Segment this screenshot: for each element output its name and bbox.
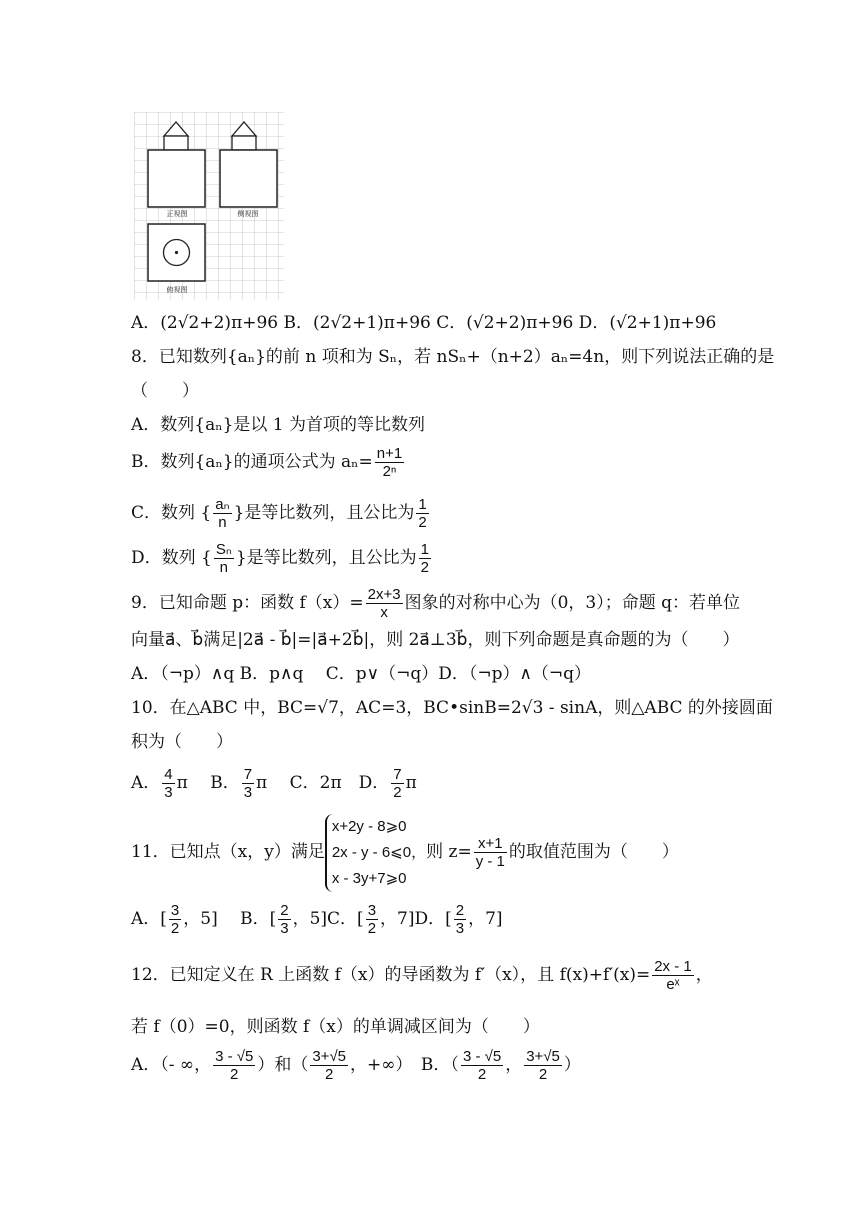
q8-choice-c [131, 496, 431, 531]
q11-c-tail: ，7]D．[ [380, 909, 452, 929]
fraction-numerator: 7 [393, 766, 402, 783]
fraction-denominator: 2ⁿ [382, 463, 397, 480]
fraction-numerator: 4 [164, 766, 173, 783]
q11-mid: 则 z= [426, 842, 472, 862]
fraction-numerator: 3+√5 [526, 1048, 560, 1065]
q7-choices-text: A．(2√2+2)π+96 B．(2√2+1)π+96 C．(√2+2)π+96 D．(√2+1)π+96 [131, 313, 717, 333]
q12-stem-end: ， [695, 965, 713, 985]
fraction-numerator: 7 [243, 766, 253, 783]
q8-c-ratio [416, 496, 428, 531]
q12-b-fraction-2 [524, 1048, 562, 1083]
front-view-label: 正视图 [166, 210, 188, 218]
constraint-1: x+2y - 8⩾0 [331, 817, 407, 835]
fraction-numerator: 1 [420, 541, 430, 558]
fraction-numerator: 3 - √5 [462, 1048, 502, 1065]
fraction-numerator: 2 [280, 902, 289, 919]
q12-a-fraction-2 [310, 1048, 348, 1083]
q10-a-fraction [162, 766, 174, 801]
fraction-denominator: 3 [243, 784, 253, 801]
q9-stem-prefix: 9．已知命题 p：函数 f（x）= [131, 593, 364, 613]
fraction-denominator: 2 [325, 1066, 334, 1083]
q10-choices [131, 766, 417, 801]
q11-z-fraction [474, 835, 507, 870]
fraction-denominator: 3 [280, 920, 289, 937]
q8-choice-b-text: B．数列{aₙ}的通项公式为 aₙ= [131, 452, 373, 472]
q12-fraction [652, 958, 694, 993]
q12-b-tail: ） [563, 1055, 581, 1075]
fraction-numerator: 3 [170, 902, 180, 919]
q11-choices [131, 902, 503, 937]
q12-a-label: A．（- ∞， [131, 1055, 212, 1075]
q11-a-label: A．[ [131, 909, 167, 929]
q10-a-label: A． [131, 773, 161, 793]
fraction-denominator: 3 [455, 920, 465, 937]
fraction-denominator: 2 [538, 1066, 548, 1083]
fraction-denominator: eˣ [666, 976, 680, 993]
q10-line1: 10．在△ABC 中，BC=√7，AC=3，BC•sinB=2√3 - sinA，则△ABC 的外接圆面 [131, 698, 773, 718]
q12-a-tail: ，+∞） B．（ [350, 1055, 459, 1075]
q11-b-fraction [278, 902, 290, 937]
q9-stem-suffix: 图象的对称中心为（0，3）；命题 q：若单位 [404, 593, 741, 613]
fraction-denominator: x [380, 604, 388, 621]
q11-stem [131, 812, 679, 892]
fraction-denominator: 2 [170, 920, 180, 937]
q12-b-fraction-1 [461, 1048, 503, 1083]
fraction-denominator: y - 1 [475, 853, 505, 870]
fraction-numerator: 3+√5 [312, 1048, 347, 1065]
top-view [148, 224, 205, 281]
fraction-denominator: 2 [477, 1066, 487, 1083]
q8-choice-a: A．数列{aₙ}是以 1 为首项的等比数列 [131, 415, 426, 435]
three-view-figure [134, 112, 284, 300]
q10-tail: π [405, 773, 417, 793]
fraction-denominator: 2 [367, 920, 377, 937]
q11-d-tail: ，7] [468, 909, 503, 929]
fraction-denominator: 2 [420, 559, 430, 576]
q11-a-tail: ，5] B．[ [183, 909, 277, 929]
q11-a-fraction [169, 902, 181, 937]
q12-stem-prefix: 12．已知定义在 R 上函数 f（x）的导函数为 f′（x），且 f(x)+f′(x)= [131, 965, 651, 985]
fraction-numerator: x+1 [474, 835, 507, 853]
fraction-numerator: n+1 [376, 445, 403, 462]
fraction-denominator: 2 [393, 784, 402, 801]
q11-b-tail: ，5]C．[ [292, 909, 364, 929]
q12-b-mid: ， [505, 1055, 523, 1075]
q8-c-fraction [213, 496, 231, 531]
fraction-numerator: aₙ [215, 496, 230, 513]
constraint-2: 2x - y - 6⩽0， [331, 843, 427, 861]
q8-choice-b [131, 445, 406, 480]
q9-line2: 向量a⃗、b⃗满足|2a⃗ - b⃗|=|a⃗+2b⃗|，则 2a⃗⊥3b⃗，则下列命题是真命题的为（ ） [131, 630, 740, 650]
q8-d-ratio [419, 541, 431, 576]
q9-stem [131, 586, 740, 621]
q8-blank: （ ） [131, 381, 199, 401]
q8-choice-d [131, 541, 433, 576]
q12-a-mid: ）和（ [257, 1055, 309, 1075]
fraction-numerator: 2 [455, 902, 465, 919]
constraint-3: x - 3y+7⩾0 [331, 869, 407, 887]
fraction-denominator: 2 [418, 514, 427, 531]
side-view-label: 侧视图 [237, 210, 259, 218]
q8-choice-c-prefix: C．数列 { [131, 503, 212, 523]
q12-stem [131, 958, 713, 993]
top-view-label: 俯视图 [166, 286, 188, 294]
q12-choices [131, 1048, 581, 1083]
q9-fraction [366, 586, 403, 621]
fraction-numerator: 2x - 1 [654, 958, 692, 975]
q8-choice-d-prefix: D．数列 { [131, 548, 212, 568]
q10-mid: π C．2π D． [256, 773, 390, 793]
q12-line2: 若 f（0）=0，则函数 f（x）的单调减区间为（ ） [131, 1017, 540, 1037]
q7-choices [131, 309, 716, 337]
q11-constraint-system [325, 814, 426, 892]
q12-a-fraction-1 [213, 1048, 255, 1083]
q10-line2: 积为（ ） [131, 732, 233, 752]
q8-stem: 8．已知数列{aₙ}的前 n 项和为 Sₙ，若 nSₙ+（n+2）aₙ=4n，则下列说法正确的是 [131, 347, 775, 367]
q11-stem-prefix: 11．已知点（x，y）满足 [131, 842, 325, 862]
q8-d-fraction [214, 541, 234, 576]
q10-d-fraction [391, 766, 403, 801]
fraction-denominator: n [219, 559, 229, 576]
q11-d-fraction [454, 902, 466, 937]
q8-b-fraction [375, 445, 404, 480]
q11-stem-suffix: 的取值范围为（ ） [508, 842, 679, 862]
fraction-numerator: 3 - √5 [215, 1048, 254, 1065]
q10-b-fraction [242, 766, 254, 801]
fraction-denominator: 2 [230, 1066, 239, 1083]
fraction-denominator: 3 [164, 784, 173, 801]
fraction-numerator: 1 [418, 496, 427, 513]
q10-b-label: π B． [176, 773, 240, 793]
q8-choice-d-suffix: }是等比数列，且公比为 [235, 548, 417, 568]
fraction-numerator: Sₙ [215, 541, 232, 558]
q11-c-fraction [366, 902, 378, 937]
fraction-denominator: n [218, 514, 227, 531]
fraction-numerator: 3 [367, 902, 377, 919]
q8-choice-c-suffix: }是等比数列，且公比为 [233, 503, 415, 523]
q9-choices: A．（¬p）∧q B．p∧q C．p∨（¬q）D．（¬p）∧（¬q） [131, 664, 592, 684]
fraction-numerator: 2x+3 [367, 586, 401, 603]
